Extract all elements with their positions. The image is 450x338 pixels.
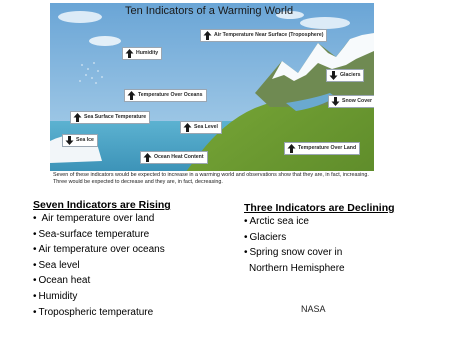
callout-label: Temperature Over Land <box>298 144 357 151</box>
list-item: Northern Hemisphere <box>249 262 345 274</box>
arrow-down-icon <box>329 71 338 80</box>
arrow-down-icon <box>65 136 74 145</box>
callout-sea-ice <box>62 134 98 147</box>
arrow-up-icon <box>183 123 192 132</box>
rising-heading: Seven Indicators are Rising <box>33 199 171 211</box>
callout-label: Humidity <box>136 49 159 56</box>
cloud <box>89 36 121 46</box>
callout-label: Glaciers <box>340 71 361 78</box>
arrow-up-icon <box>127 91 136 100</box>
list-item: • Humidity <box>33 289 233 305</box>
arrow-up-icon <box>73 113 82 122</box>
arrow-down-icon <box>331 97 340 106</box>
list-item: • Tropospheric temperature <box>33 305 233 321</box>
callout-label: Temperature Over Oceans <box>138 91 203 98</box>
callout-temperature-over-land <box>284 142 360 155</box>
callout-air-temperature-troposphere <box>200 29 327 42</box>
list-item: • Glaciers <box>244 230 444 246</box>
callout-label: Snow Cover <box>342 97 372 104</box>
list-item: • Air temperature over land <box>33 211 233 227</box>
callout-snow-cover <box>328 95 374 108</box>
callout-label: Air Temperature Near Surface (Troposphere) <box>214 31 324 38</box>
cloud <box>300 17 350 29</box>
arrow-up-icon <box>143 153 152 162</box>
callout-label: Sea Level <box>194 123 218 130</box>
arrow-up-icon <box>287 144 296 153</box>
callout-sea-level <box>180 121 222 134</box>
declining-heading: Three Indicators are Declining <box>244 202 395 214</box>
warming-indicators-figure <box>50 3 374 193</box>
callout-label: Sea Surface Temperature <box>84 113 147 120</box>
callout-ocean-heat-content <box>140 151 208 164</box>
list-item: • Ocean heat <box>33 273 233 289</box>
callout-temperature-over-oceans <box>124 89 207 102</box>
arrow-up-icon <box>203 31 212 40</box>
declining-indicators-list <box>244 202 444 276</box>
list-item: • Arctic sea ice <box>244 214 444 230</box>
source-credit: NASA <box>301 304 326 314</box>
callout-glaciers <box>326 69 364 82</box>
figure-caption: Seven of these indicators would be expected to increase in a warming world and observations show that they are, in fact, increasing. Three would be expected to decrease and they are, in fact, decreasing. <box>50 171 374 193</box>
list-item: • Sea-surface temperature <box>33 227 233 243</box>
list-item: • Sea level <box>33 258 233 274</box>
figure-title: Ten Indicators of a Warming World <box>125 5 294 17</box>
callout-humidity <box>122 47 162 60</box>
callout-label: Ocean Heat Content <box>154 153 204 160</box>
list-item: • Air temperature over oceans <box>33 242 233 258</box>
arrow-up-icon <box>125 49 134 58</box>
callout-sea-surface-temperature <box>70 111 150 124</box>
rising-indicators-list <box>33 199 233 320</box>
cloud <box>58 11 102 23</box>
list-item: • Spring snow cover in <box>244 245 444 261</box>
callout-label: Sea Ice <box>76 136 94 143</box>
